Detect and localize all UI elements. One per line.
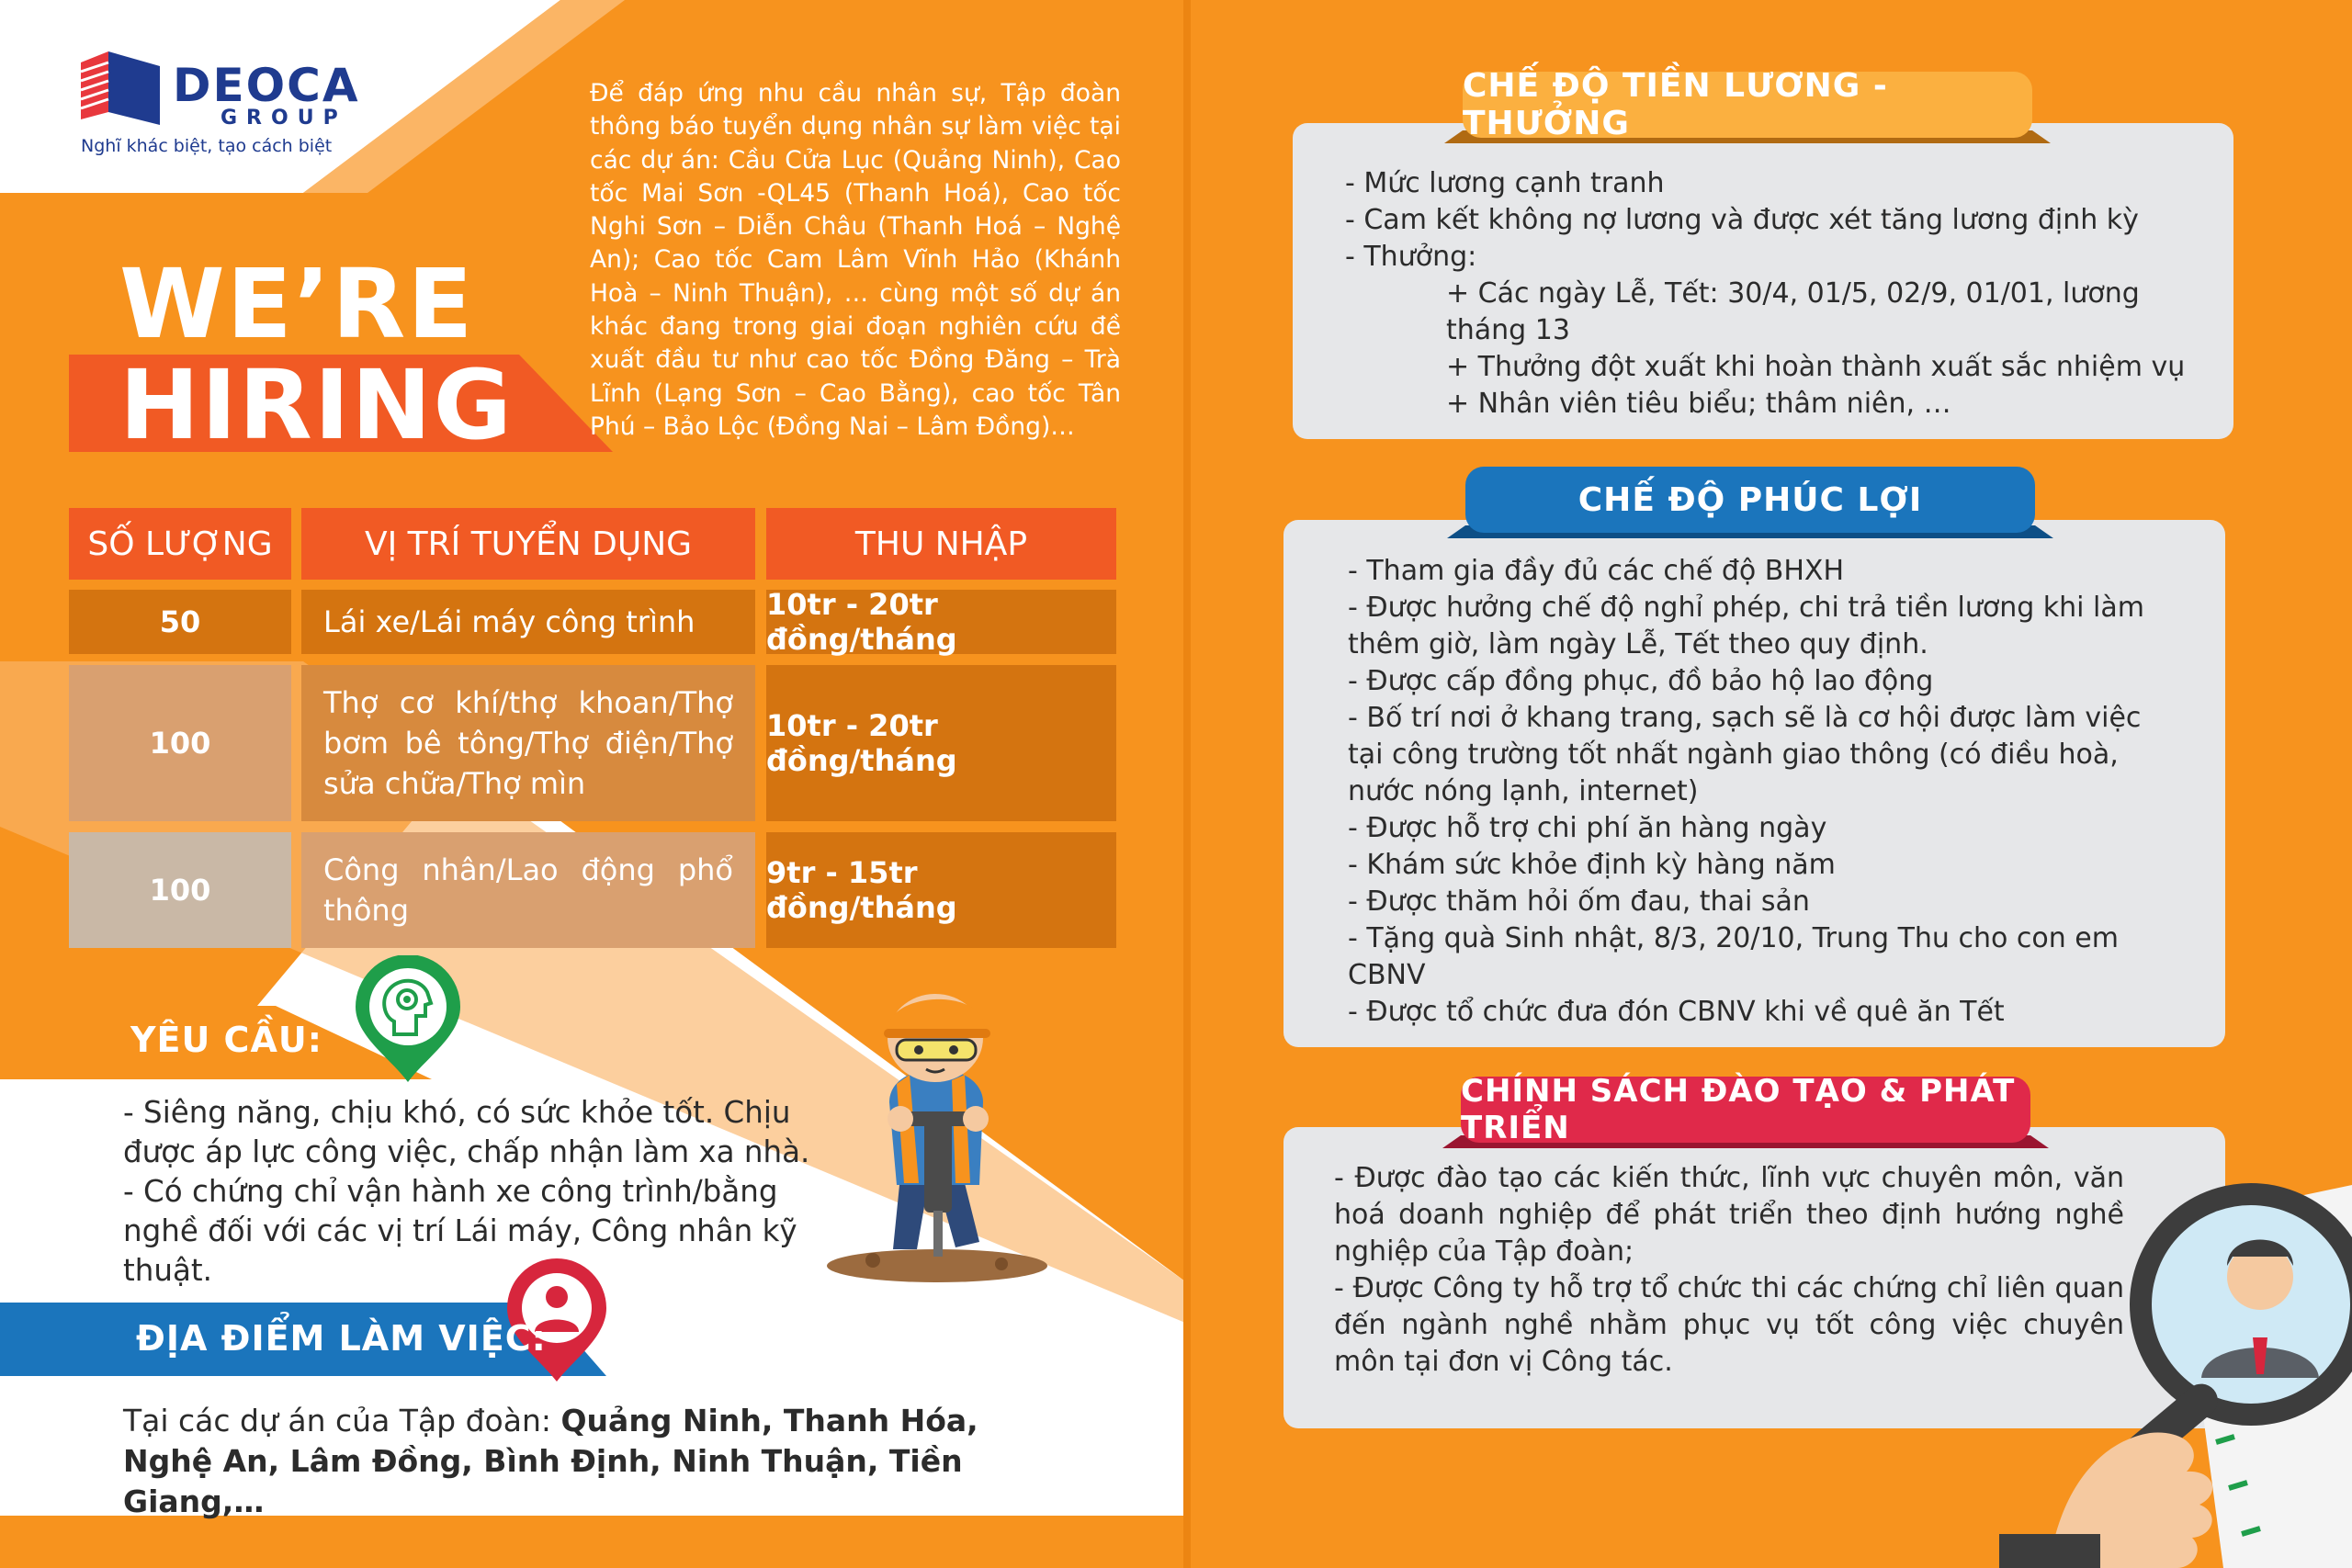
- salary-list: [1345, 165, 2199, 423]
- table-cell-income: 10tr - 20tr đồng/tháng: [766, 590, 1116, 654]
- welfare-line: - Bố trí nơi ở khang trang, sạch sẽ là cơ hội được làm việc tại công trường tốt nhất ngành giao thông (có điều hoà, nước nóng lạnh, internet): [1348, 702, 2142, 807]
- worker-illustration: [808, 974, 1075, 1286]
- welfare-line: - Được hưởng chế độ nghỉ phép, chi trả tiền lương khi làm thêm giờ, làm ngày Lễ, Tết theo quy định.: [1348, 592, 2144, 660]
- welfare-line: - Khám sức khỏe định kỳ hàng năm: [1348, 849, 1836, 881]
- logo-mark-icon: [81, 51, 160, 125]
- table-cell-quantity: 50: [69, 590, 291, 654]
- welfare-line: - Tặng quà Sinh nhật, 8/3, 20/10, Trung Thu cho con em CBNV: [1348, 922, 2119, 991]
- hero-were: WE’RE: [119, 248, 475, 360]
- salary-line: - Mức lương cạnh tranh: [1345, 167, 1665, 199]
- table-cell-position: Công nhân/Lao động phổ thông: [301, 832, 755, 948]
- salary-line: - Thưởng:: [1345, 241, 1477, 273]
- welfare-line: - Tham gia đầy đủ các chế độ BHXH: [1348, 555, 1845, 587]
- salary-title: CHẾ ĐỘ TIỀN LƯƠNG - THƯỞNG: [1463, 67, 1888, 142]
- logo-group: GROUP: [220, 107, 347, 130]
- table-header-position: VỊ TRÍ TUYỂN DỤNG: [301, 508, 755, 580]
- head-gear-pin-icon: [354, 955, 462, 1084]
- welfare-line: - Được thăm hỏi ốm đau, thai sản: [1348, 886, 1810, 918]
- table-cell-quantity: 100: [69, 665, 291, 821]
- salary-line: + Thưởng đột xuất khi hoàn thành xuất sắc nhiệm vụ: [1446, 351, 2186, 383]
- welfare-list: [1348, 553, 2184, 1031]
- location-text: [123, 1401, 1042, 1522]
- hero-hiring: HIRING: [119, 349, 514, 461]
- company-logo: [81, 48, 360, 158]
- welfare-line: - Được hỗ trợ chi phí ăn hàng ngày: [1348, 812, 1827, 844]
- salary-line: + Các ngày Lễ, Tết: 30/4, 01/5, 02/9, 01/01, lương tháng 13: [1446, 277, 2140, 346]
- location-title: ĐỊA ĐIỂM LÀM VIỆC:: [136, 1318, 547, 1359]
- requirements-text: - Siêng năng, chịu khó, có sức khỏe tốt. Chịu được áp lực công việc, chấp nhận làm xa nhà. - Có chứng chỉ vận hành xe công trình/bằng nghề đối với các vị trí Lái máy, Công nhân kỹ thuật.: [123, 1095, 810, 1288]
- table-cell-income: 9tr - 15tr đồng/tháng: [766, 832, 1116, 948]
- table-cell-quantity: 100: [69, 832, 291, 948]
- training-title: CHÍNH SÁCH ĐÀO TẠO & PHÁT TRIỂN: [1461, 1073, 2016, 1146]
- table-header-quantity: SỐ LƯỢNG: [69, 508, 291, 580]
- table-header-income: THU NHẬP: [766, 508, 1116, 580]
- table-cell-income: 10tr - 20tr đồng/tháng: [766, 665, 1116, 821]
- salary-line: + Nhân viên tiêu biểu; thâm niên, …: [1446, 388, 1951, 420]
- welfare-line: - Được tổ chức đưa đón CBNV khi về quê ăn Tết: [1348, 996, 2005, 1028]
- training-line: - Được đào tạo các kiến thức, lĩnh vực chuyên môn, văn hoá doanh nghiệp để phát triển theo định hướng nghề nghiệp của Tập đoàn;: [1334, 1162, 2124, 1268]
- location-prefix: Tại các dự án của Tập đoàn:: [123, 1403, 561, 1438]
- location-places: Quảng Ninh, Thanh Hóa, Nghệ An, Lâm Đồng, Bình Định, Ninh Thuận, Tiền Giang,…: [123, 1403, 978, 1519]
- table-cell-position: Lái xe/Lái máy công trình: [301, 590, 755, 654]
- logo-name: DEOCA: [173, 59, 360, 112]
- training-line: - Được Công ty hỗ trợ tổ chức thi các chứng chỉ liên quan đến ngành nghề nhằm phục vụ tốt công việc chuyên môn tại đơn vị Công tác.: [1334, 1272, 2124, 1378]
- salary-panel: [1293, 123, 2233, 439]
- welfare-title: CHẾ ĐỘ PHÚC LỢI: [1577, 480, 1923, 519]
- salary-line: - Cam kết không nợ lương và được xét tăng lương định kỳ: [1345, 204, 2139, 236]
- intro-paragraph: Để đáp ứng nhu cầu nhân sự, Tập đoàn thông báo tuyển dụng nhân sự làm việc tại các dự án: Cầu Cửa Lục (Quảng Ninh), Cao tốc Mai Sơn -QL45 (Thanh Hoá), Cao tốc Nghi Sơn – Diễn Châu (Thanh Hoá – Nghệ An); Cao tốc Cam Lâm Vĩnh Hảo (Khánh Hoà – Ninh Thuận), … cùng một số dự án khác đang trong giai đoạn nghiên cứu đề xuất đầu tư như cao tốc Đồng Đăng – Trà Lĩnh (Lạng Sơn – Cao Bằng), cao tốc Tân Phú – Bảo Lộc (Đồng Nai – Lâm Đồng)…: [590, 79, 1121, 441]
- welfare-line: - Được cấp đồng phục, đồ bảo hộ lao động: [1348, 665, 1934, 697]
- magnifier-hand-icon: [1911, 1167, 2352, 1568]
- requirements-title: YÊU CẦU:: [130, 1020, 322, 1060]
- welfare-panel: [1283, 520, 2225, 1047]
- table-cell-position: Thợ cơ khí/thợ khoan/Thợ bơm bê tông/Thợ điện/Thợ sửa chữa/Thợ mìn: [301, 665, 755, 821]
- logo-slogan: Nghĩ khác biệt, tạo cách biệt: [81, 136, 333, 156]
